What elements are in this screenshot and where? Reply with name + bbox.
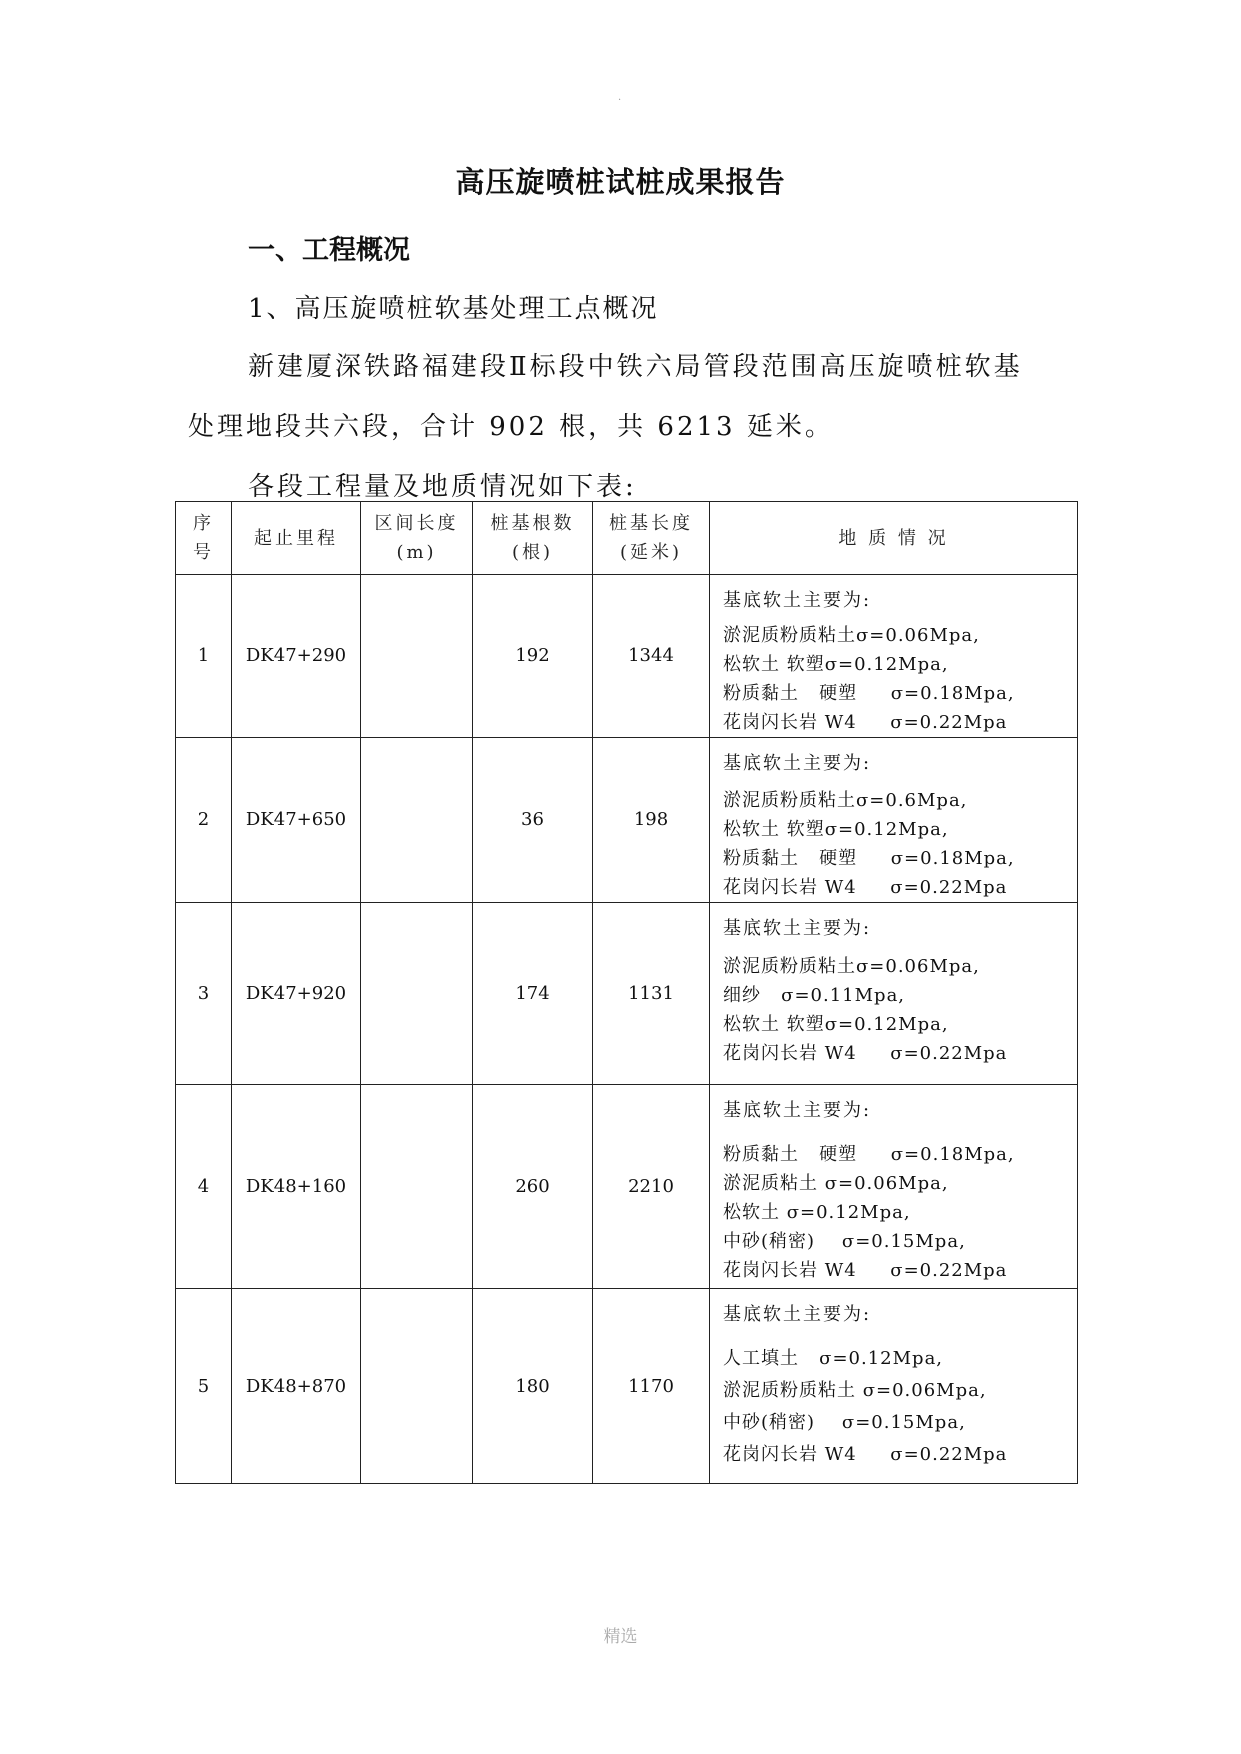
table-header-row [176,502,1078,575]
cell-geology [710,1085,1078,1289]
page-title: 高压旋喷桩试桩成果报告 [455,165,786,199]
cell-length [361,1085,473,1289]
geology-line: 松软土 软塑σ=0.12Mpa, [723,819,949,840]
header-pile-length: 桩基长度 (延米) [593,502,710,575]
cell-no: 1 [176,575,232,738]
geology-line: 花岗闪长岩 W4 σ=0.22Mpa [723,1259,1008,1281]
cell-geology [710,737,1078,903]
cell-mileage: DK47+920 [232,903,361,1085]
cell-pile-length: 1344 [593,575,710,738]
cell-length [361,903,473,1085]
geology-line: 粉质黏土 硬塑 σ=0.18Mpa, [723,1143,1015,1165]
geology-line: 淤泥质粉质粘土σ=0.06Mpa, [723,955,980,977]
table-row [176,903,1078,1085]
geology-line: 粉质黏土 硬塑 σ=0.18Mpa, [723,682,1015,704]
sub-heading: 1、高压旋喷桩软基处理工点概况 [248,294,659,324]
cell-no: 5 [176,1289,232,1484]
cell-mileage: DK48+870 [232,1289,361,1484]
cell-mileage: DK47+650 [232,737,361,903]
header-length: 区间长度 (m) [361,502,473,575]
table-intro: 各段工程量及地质情况如下表: [248,472,637,502]
cell-no: 3 [176,903,232,1085]
paragraph-line-1: 新建厦深铁路福建段Ⅱ标段中铁六局管段范围高压旋喷桩软基 [248,352,1023,382]
geology-line: 中砂(稍密) σ=0.15Mpa, [723,1230,966,1252]
cell-pile-length: 1131 [593,903,710,1085]
paragraph-line-2: 处理地段共六段，合计 902 根，共 6213 延米。 [188,412,834,442]
geology-line: 淤泥质粘土 σ=0.06Mpa, [723,1172,949,1194]
cell-no: 2 [176,737,232,903]
cell-geology [710,1289,1078,1484]
cell-length [361,575,473,738]
geology-line: 粉质黏土 硬塑 σ=0.18Mpa, [723,848,1015,869]
geology-line: 淤泥质粉质粘土 σ=0.06Mpa, [723,1379,987,1401]
geology-title: 基底软土主要为: [723,918,872,939]
geology-title: 基底软土主要为: [723,1100,872,1121]
table-row [176,1289,1078,1484]
cell-pile-length: 198 [593,737,710,903]
cell-count: 36 [473,737,593,903]
geology-line: 花岗闪长岩 W4 σ=0.22Mpa [723,711,1008,733]
cell-count: 180 [473,1289,593,1484]
geology-line: 淤泥质粉质粘土σ=0.6Mpa, [723,790,968,811]
header-geology: 地 质 情 况 [710,502,1078,575]
header-mileage: 起止里程 [232,502,361,575]
cell-count: 260 [473,1085,593,1289]
geology-line: 中砂(稍密) σ=0.15Mpa, [723,1411,966,1433]
table-row [176,575,1078,738]
geology-title: 基底软土主要为: [723,1304,872,1325]
geology-line: 细纱 σ=0.11Mpa, [723,984,906,1006]
geology-title: 基底软土主要为: [723,590,872,611]
cell-length [361,737,473,903]
cell-geology [710,575,1078,738]
cell-count: 192 [473,575,593,738]
geology-title: 基底软土主要为: [723,752,872,774]
cell-geology [710,903,1078,1085]
geology-line: 人工填土 σ=0.12Mpa, [723,1347,944,1369]
cell-no: 4 [176,1085,232,1289]
geology-line: 松软土 软塑σ=0.12Mpa, [723,653,949,675]
header-mark: . [618,92,622,103]
cell-pile-length: 1170 [593,1289,710,1484]
header-count: 桩基根数 (根) [473,502,593,575]
geology-line: 花岗闪长岩 W4 σ=0.22Mpa [723,1443,1008,1465]
geology-line: 淤泥质粉质粘土σ=0.06Mpa, [723,624,980,646]
engineering-table [175,501,1078,1484]
geology-line: 花岗闪长岩 W4 σ=0.22Mpa [723,1042,1008,1064]
header-no: 序 号 [176,502,232,575]
geology-line: 花岗闪长岩 W4 σ=0.22Mpa [723,877,1008,898]
section-heading: 一、工程概况 [248,235,410,266]
geology-line: 松软土 软塑σ=0.12Mpa, [723,1013,949,1035]
table-row [176,737,1078,903]
cell-mileage: DK47+290 [232,575,361,738]
table-row [176,1085,1078,1289]
page-footer: 精选 [603,1627,638,1647]
geology-line: 松软土 σ=0.12Mpa, [723,1201,911,1223]
cell-count: 174 [473,903,593,1085]
cell-pile-length: 2210 [593,1085,710,1289]
cell-mileage: DK48+160 [232,1085,361,1289]
cell-length [361,1289,473,1484]
